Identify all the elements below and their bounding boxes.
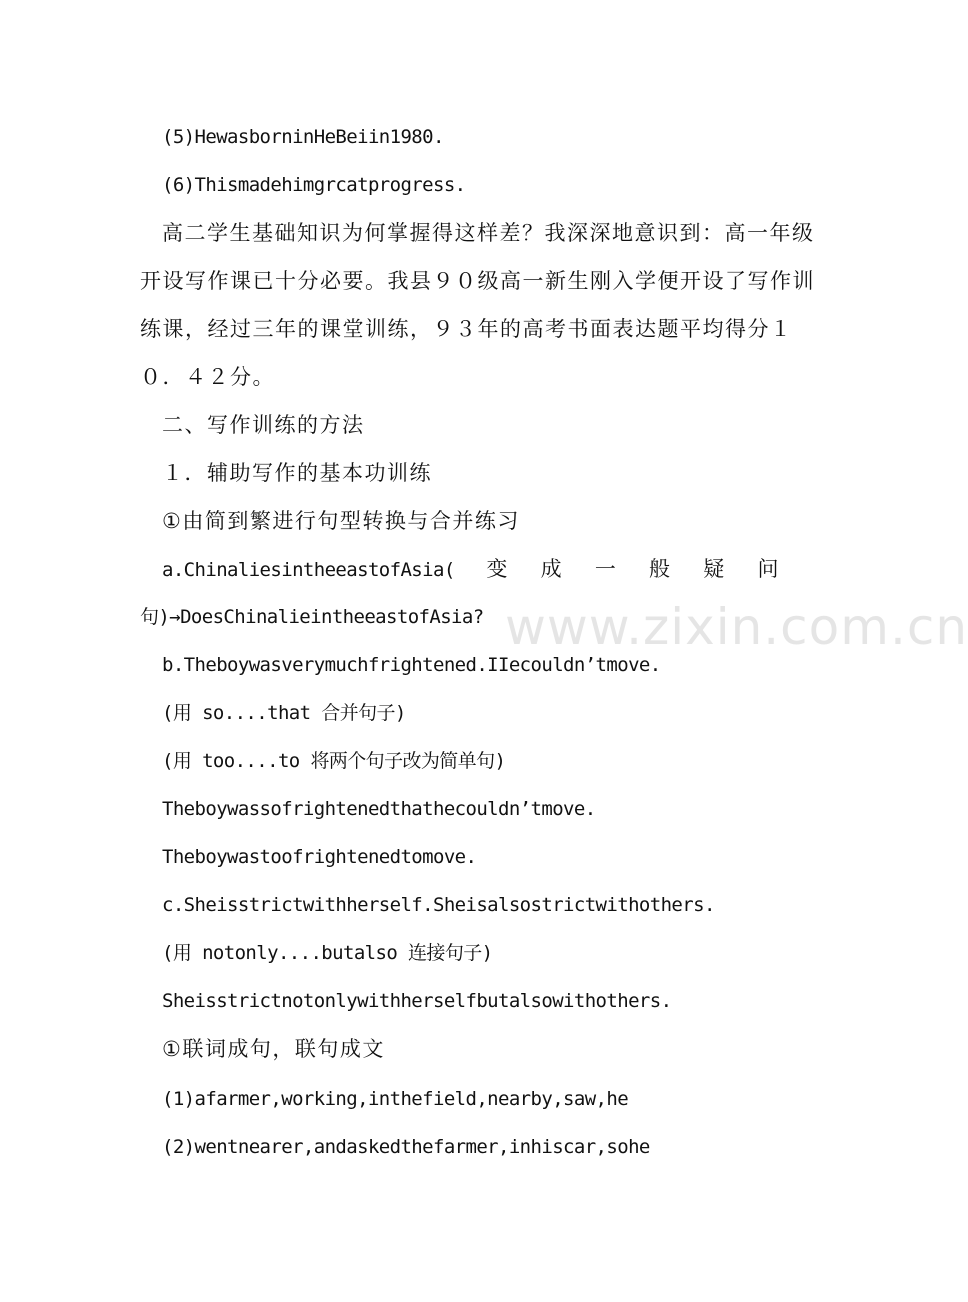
text-line-10-part-2: 成 [540, 557, 564, 581]
exercise-heading-2: ①联词成句，联句成文 [162, 1037, 385, 1061]
subsection-heading: １．辅助写作的基本功训练 [162, 461, 432, 485]
text-line-11: 句)→DoesChinalieintheeastofAsia? [140, 606, 484, 628]
text-line-10-part-4: 般 [649, 557, 672, 581]
section-heading: 二、写作训练的方法 [162, 413, 365, 437]
exercise-heading-1: ①由简到繁进行句型转换与合并练习 [162, 509, 520, 533]
text-line-13: (用 so....that 合并句子) [162, 702, 406, 724]
text-line-10 [162, 554, 780, 585]
text-line-5: 练课，经过三年的课堂训练，９３年的高考书面表达题平均得分１ [140, 317, 793, 341]
text-line-22: (2)wentnearer,andaskedthefarmer,inhiscar,sohe [162, 1136, 650, 1158]
text-line-21: (1)afarmer,working,inthefield,nearby,saw,he [162, 1088, 629, 1110]
text-line-2: (6)Thismadehimgrcatprogress. [162, 174, 466, 196]
text-line-10-part-6: 问 [757, 557, 780, 581]
text-line-17: c.Sheisstrictwithherself.Sheisalsostrictwithothers. [162, 894, 715, 916]
text-line-10-part-0: a.ChinaliesintheeastofAsia( [162, 559, 455, 581]
text-line-14: (用 too....to 将两个句子改为简单句) [162, 750, 506, 772]
text-line-6: ０．４２分。 [140, 365, 275, 389]
text-line-12: b.Theboywasverymuchfrightened.IIecouldn’tmove. [162, 654, 661, 676]
text-line-4: 开设写作课已十分必要。我县９０级高一新生刚入学便开设了写作训 [140, 269, 815, 293]
text-line-15: Theboywassofrightenedthathecouldn’tmove. [162, 798, 596, 820]
text-line-1: (5)HewasborninHeBeiin1980. [162, 126, 444, 148]
text-line-3: 高二学生基础知识为何掌握得这样差？我深深地意识到：高一年级 [162, 221, 815, 245]
text-line-18: (用 notonly....butalso 连接句子) [162, 942, 493, 964]
watermark: www.zixin.com.cn [505, 598, 968, 656]
text-line-10-part-5: 疑 [703, 557, 726, 581]
text-line-10-part-3: 一 [594, 557, 618, 581]
text-line-16: Theboywastoofrightenedtomove. [162, 846, 477, 868]
text-line-10-part-1: 变 [486, 557, 509, 581]
text-line-19: Sheisstrictnotonlywithherselfbutalsowithothers. [162, 990, 672, 1012]
